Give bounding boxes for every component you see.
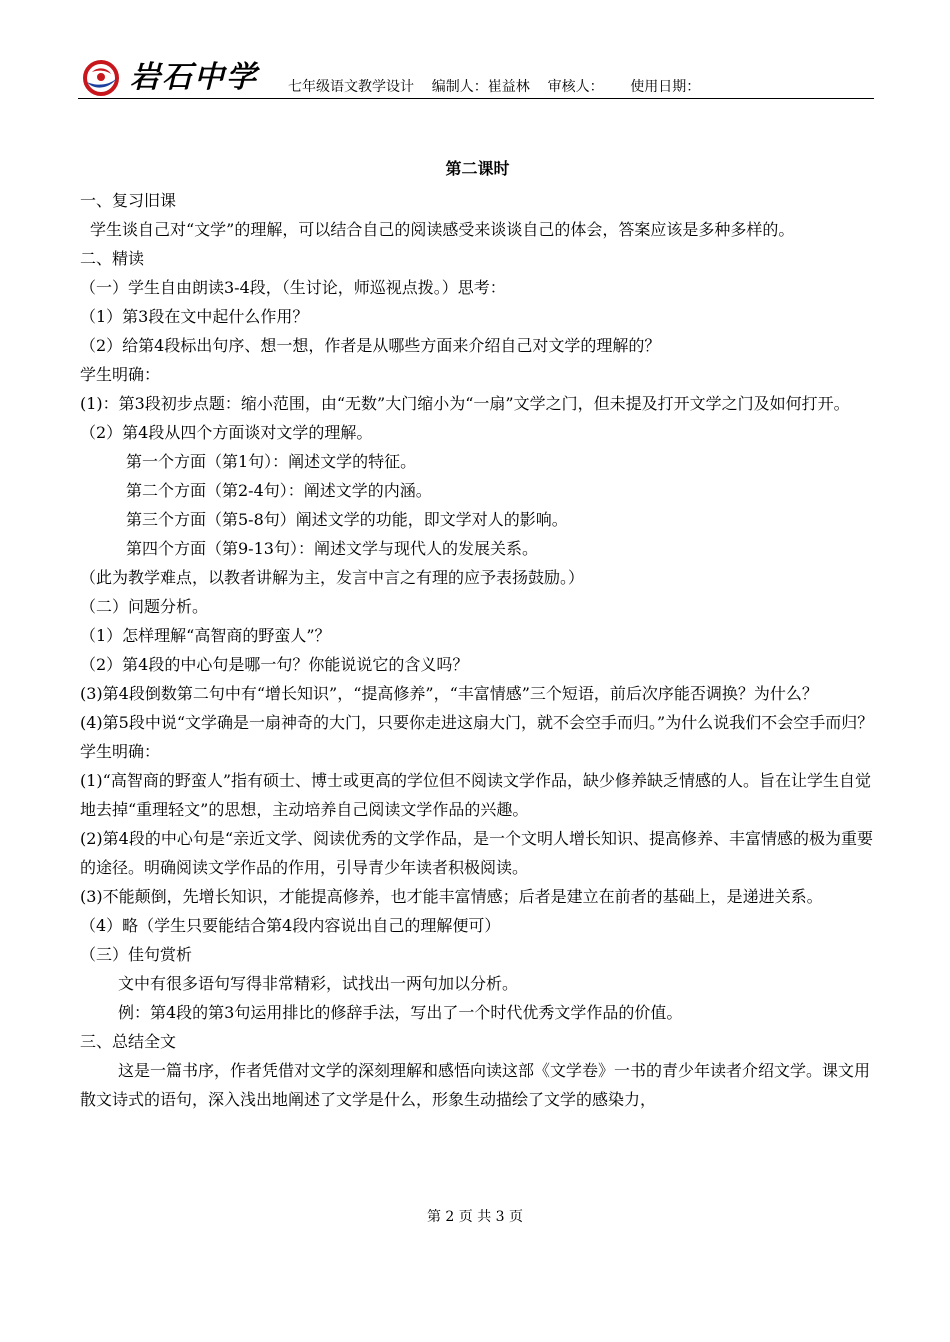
paragraph: 文中有很多语句写得非常精彩，试找出一两句加以分析。 [118, 974, 519, 993]
lesson-title: 第二课时 [445, 159, 510, 178]
question-item: （2）第4段的中心句是哪一句？你能说说它的含义吗？ [80, 655, 469, 674]
paragraph: 学生明确： [80, 365, 161, 384]
lesson-body [80, 152, 875, 1114]
paragraph: 这是一篇书序，作者凭借对文学的深刻理解和感悟向读这部《文学卷》一书的青少年读者介绍文学。课文用散文诗式的语句，深入浅出地阐述了文学是什么，形象生动描绘了文学的感染力， [80, 1061, 871, 1109]
list-item: 第四个方面（第9-13句）：阐述文学与现代人的发展关系。 [126, 539, 538, 558]
paragraph: （一）学生自由朗读3-4段，（生讨论，师巡视点拨。）思考： [80, 278, 506, 297]
page-header [78, 58, 874, 99]
question-item: （2）给第4段标出句序、想一想，作者是从哪些方面来介绍自己对文学的理解的？ [80, 336, 661, 355]
question-item: （1）第3段在文中起什么作用？ [80, 307, 309, 326]
section-heading: 一、复习旧课 [80, 191, 177, 210]
question-item: （1）怎样理解“高智商的野蛮人”？ [80, 626, 331, 645]
answer-item: (1)：第3段初步点题：缩小范围，由“无数”大门缩小为“一扇”文学之门，但未提及打开文学之门及如何打开。 [80, 394, 850, 413]
section-heading: 三、总结全文 [80, 1032, 177, 1051]
section-heading: （二）问题分析。 [80, 597, 209, 616]
section-heading: 二、精读 [80, 249, 145, 268]
question-item: (4)第5段中说“文学确是一扇神奇的大门，只要你走进这扇大门，就不会空手而归。”为什么说我们不会空手而归？ [80, 713, 874, 732]
answer-item: (1)“高智商的野蛮人”指有硕士、博士或更高的学位但不阅读文学作品，缺少修养缺乏情感的人。旨在让学生自觉地去掉“重理轻文”的思想，主动培养自己阅读文学作品的兴趣。 [80, 771, 872, 819]
page-number: 第 2 页 共 3 页 [426, 1209, 524, 1225]
paragraph: 学生谈自己对“文学”的理解，可以结合自己的阅读感受来谈谈自己的体会，答案应该是多种多样的。 [90, 220, 795, 239]
list-item: 第三个方面（第5-8句）阐述文学的功能，即文学对人的影响。 [126, 510, 568, 529]
answer-item: （2）第4段从四个方面谈对文学的理解。 [80, 423, 373, 442]
section-heading: （三）佳句赏析 [80, 945, 193, 964]
question-item: (3)第4段倒数第二句中有“增长知识”，“提高修养”，“丰富情感”三个短语，前后次序能否调换？为什么？ [80, 684, 818, 703]
answer-item: (3)不能颠倒，先增长知识，才能提高修养，也才能丰富情感；后者是建立在前者的基础上，是递进关系。 [80, 887, 823, 906]
answer-item: （4）略（学生只要能结合第4段内容说出自己的理解便可） [80, 916, 501, 935]
list-item: 第二个方面（第2-4句）：阐述文学的内涵。 [126, 481, 432, 500]
paragraph: 学生明确： [80, 742, 161, 761]
school-logo-icon [78, 60, 124, 96]
school-name: 岩石中学 [130, 60, 258, 95]
paragraph: （此为教学难点，以教者讲解为主，发言中言之有理的应予表扬鼓励。） [80, 568, 585, 587]
list-item: 第一个方面（第1句）：阐述文学的特征。 [126, 452, 417, 471]
paragraph: 例：第4段的第3句运用排比的修辞手法，写出了一个时代优秀文学作品的价值。 [118, 1003, 683, 1022]
header-info: 七年级语文教学设计 编制人：崔益林 审核人： 使用日期： [288, 79, 701, 95]
answer-item: (2)第4段的中心句是“亲近文学、阅读优秀的文学作品，是一个文明人增长知识、提高修养、丰富情感的极为重要的途径。明确阅读文学作品的作用，引导青少年读者积极阅读。 [80, 829, 874, 877]
